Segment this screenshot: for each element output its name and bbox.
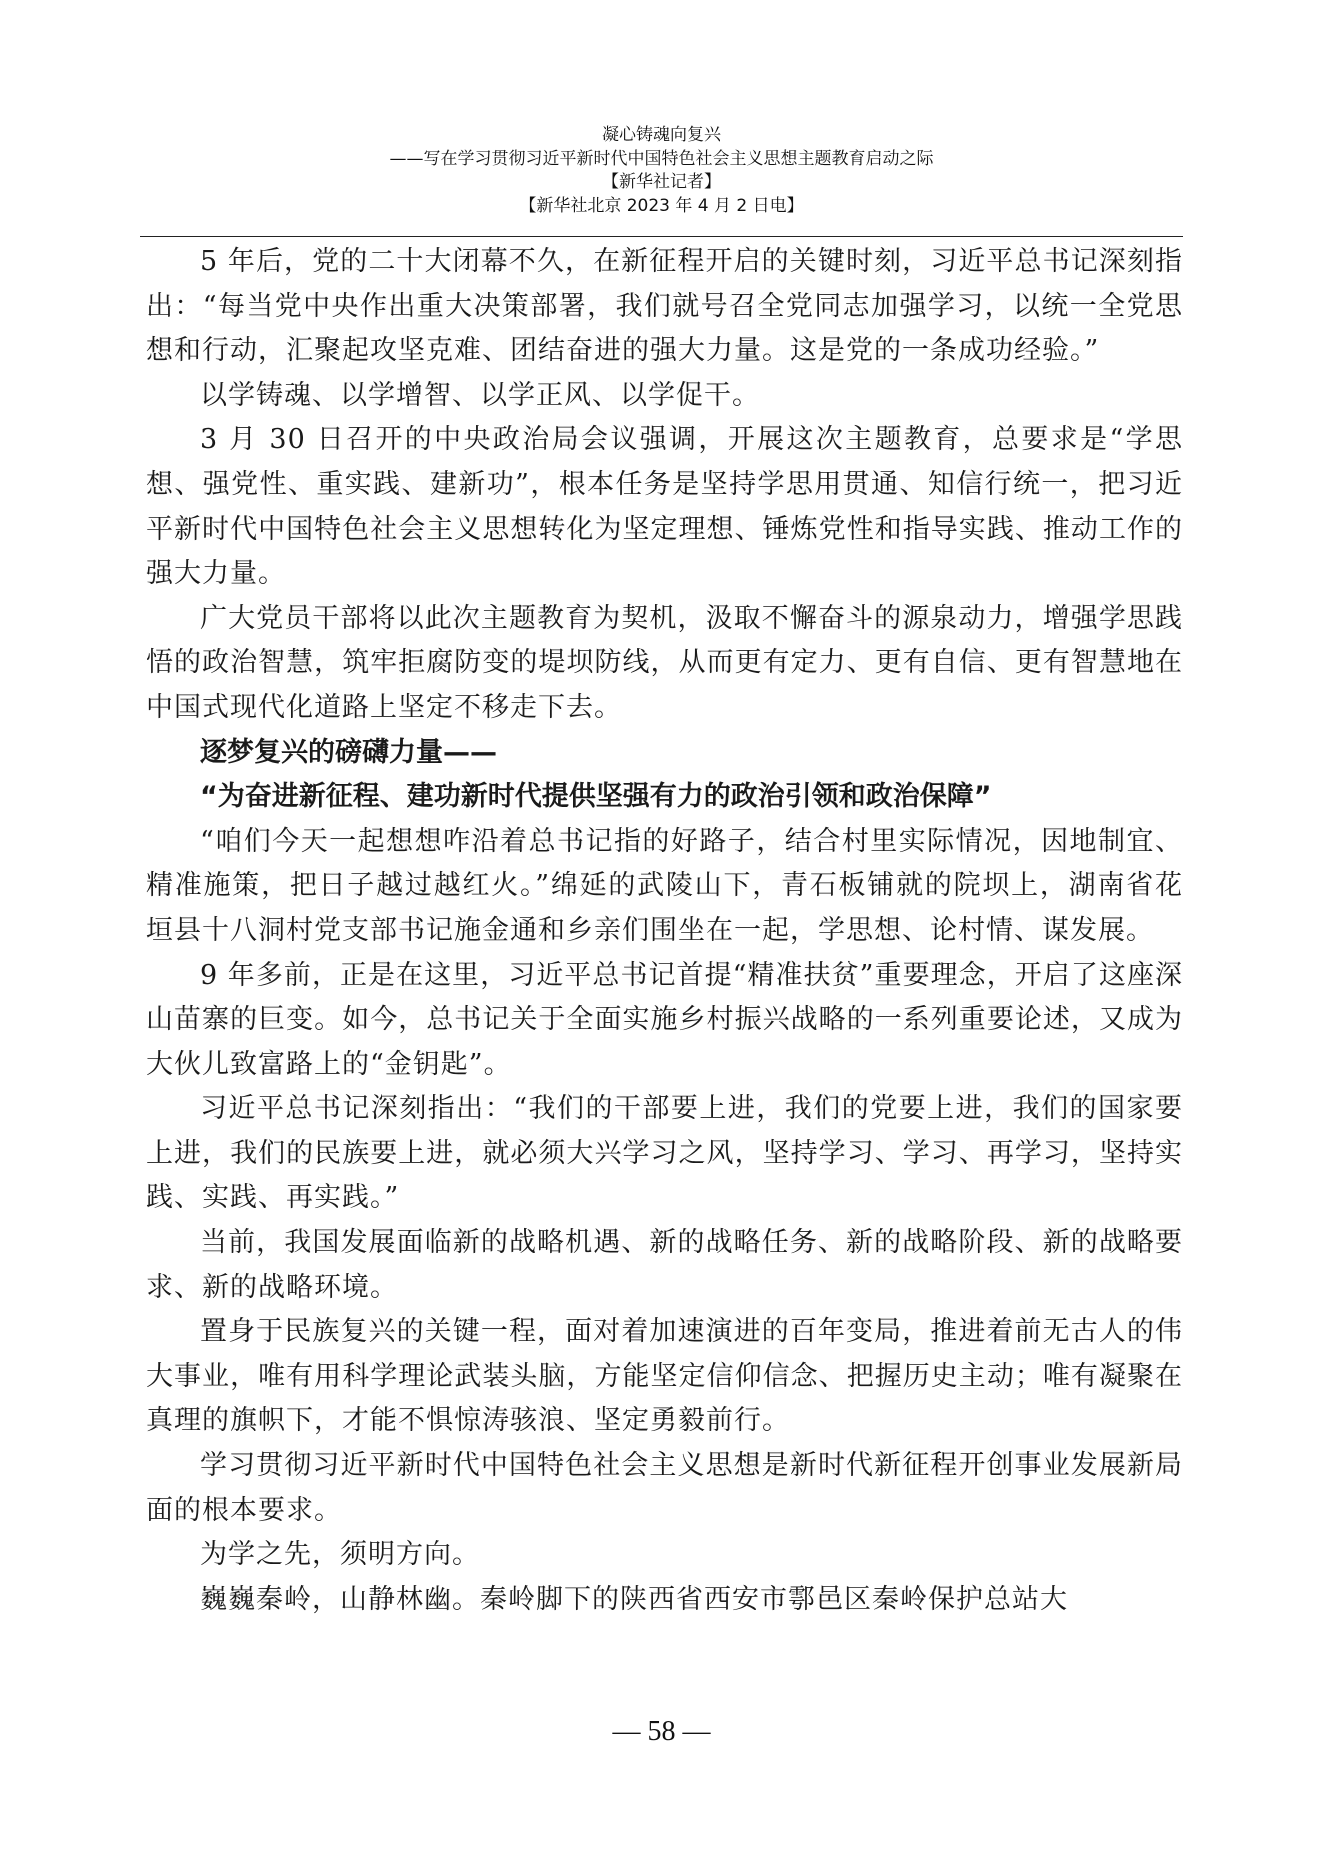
paragraph: 为学之先，须明方向。 [200,1539,480,1571]
paragraph: 习近平总书记深刻指出：“我们的干部要上进，我们的党要上进，我们的国家要上进，我们的民族要上进，就必须大兴学习之风，坚持学习、学习、再学习，坚持实践、实践、再实践。” [146,1093,1183,1214]
article-body [146,240,1183,1622]
paragraph: 巍巍秦岭，山静林幽。秦岭脚下的陕西省西安市鄠邑区秦岭保护总站大 [200,1583,1068,1615]
header-dateline: 【新华社北京 2023 年 4 月 2 日电】 [519,195,804,216]
paragraph: 当前，我国发展面临新的战略机遇、新的战略任务、新的战略阶段、新的战略要求、新的战略环境。 [146,1227,1183,1303]
page-number: — 58 — [612,1716,711,1747]
section-heading: 逐梦复兴的磅礴力量—— [200,736,497,768]
header-subtitle: ——写在学习贯彻习近平新时代中国特色社会主义思想主题教育启动之际 [389,148,934,169]
paragraph: 置身于民族复兴的关键一程，面对着加速演进的百年变局，推进着前无古人的伟大事业，唯有用科学理论武装头脑，方能坚定信仰信念、把握历史主动；唯有凝聚在真理的旗帜下，才能不惧惊涛骇浪、坚定勇毅前行。 [146,1316,1183,1437]
header-divider [140,236,1183,237]
header-title: 凝心铸魂向复兴 [602,125,721,145]
header-byline: 【新华社记者】 [602,172,721,192]
paragraph: “咱们今天一起想想咋沿着总书记指的好路子，结合村里实际情况，因地制宜、精准施策，把日子越过越红火。”绵延的武陵山下，青石板铺就的院坝上，湖南省花垣县十八洞村党支部书记施金通和乡亲们围坐在一起，学思想、论村情、谋发展。 [146,825,1183,946]
section-subheading: “为奋进新征程、建功新时代提供坚强有力的政治引领和政治保障” [200,781,992,813]
paragraph: 广大党员干部将以此次主题教育为契机，汲取不懈奋斗的源泉动力，增强学思践悟的政治智慧，筑牢拒腐防变的堤坝防线，从而更有定力、更有自信、更有智慧地在中国式现代化道路上坚定不移走下去。 [146,602,1183,723]
paragraph: 5 年后，党的二十大闭幕不久，在新征程开启的关键时刻，习近平总书记深刻指出：“每当党中央作出重大决策部署，我们就号召全党同志加强学习，以统一全党思想和行动，汇聚起攻坚克难、团结奋进的强大力量。这是党的一条成功经验。” [146,246,1183,367]
paragraph: 3 月 30 日召开的中央政治局会议强调，开展这次主题教育，总要求是“学思想、强党性、重实践、建新功”，根本任务是坚持学思用贯通、知信行统一，把习近平新时代中国特色社会主义思想转化为坚定理想、锤炼党性和指导实践、推动工作的强大力量。 [146,424,1183,590]
running-header [140,124,1183,218]
paragraph: 9 年多前，正是在这里，习近平总书记首提“精准扶贫”重要理念，开启了这座深山苗寨的巨变。如今，总书记关于全面实施乡村振兴战略的一系列重要论述，又成为大伙儿致富路上的“金钥匙”。 [146,959,1183,1080]
paragraph: 以学铸魂、以学增智、以学正风、以学促干。 [200,379,760,411]
paragraph: 学习贯彻习近平新时代中国特色社会主义思想是新时代新征程开创事业发展新局面的根本要求。 [146,1450,1183,1526]
